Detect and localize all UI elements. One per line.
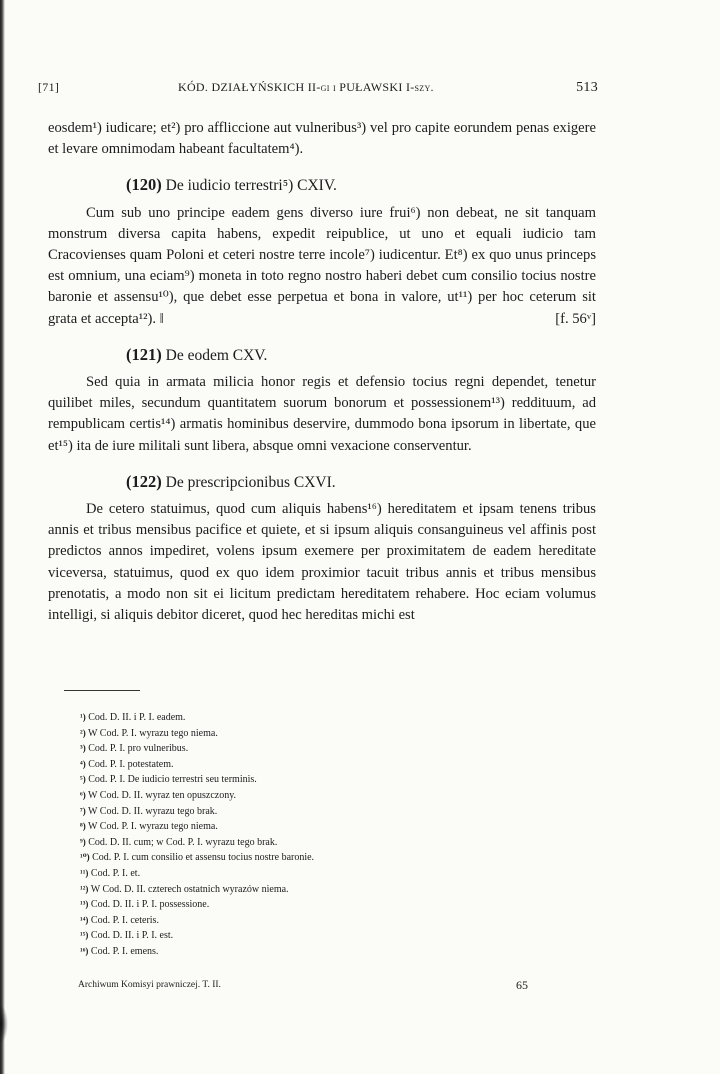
section-heading-122 <box>48 471 596 493</box>
folio-margin-note: [f. 56ᵛ] <box>555 310 596 327</box>
page-footer <box>78 978 528 994</box>
footnote: ⁶) W Cod. D. II. wyraz ten opuszczony. <box>80 789 237 801</box>
footnote: ¹⁴) Cod. P. I. ceteris. <box>80 914 159 926</box>
footnote: ¹¹) Cod. P. I. et. <box>80 867 141 879</box>
footnote: ²) W Cod. P. I. wyrazu tego niema. <box>80 727 218 739</box>
section-title: De prescripcionibus CXVI. <box>165 473 336 491</box>
opening-paragraph: eosdem¹) iudicare; et²) pro affliccione aut vulneribus³) vel pro capite eorundem penas exigere et levare omnimodam habeant facultatem⁴). <box>48 120 596 158</box>
signature-line: Archiwum Komisyi prawniczej. T. II. <box>78 980 221 990</box>
main-text <box>48 118 596 626</box>
footnote: ⁴) Cod. P. I. potestatem. <box>80 758 174 770</box>
section-number: (120) <box>126 175 162 195</box>
section-number: (121) <box>126 344 162 364</box>
footnote: ⁷) W Cod. D. II. wyrazu tego brak. <box>80 805 218 817</box>
footnote: ¹⁶) Cod. P. I. emens. <box>80 945 159 957</box>
footnote-separator <box>64 690 140 691</box>
section-text: De cetero statuimus, quod cum aliquis habens¹⁶) hereditatem et ipsam tenens tribus annis et tribus mensibus pacifice et quiete, et si ipsum aliquis consanguineus vel affinis post predictos annos impediret, volens ipsum exemere per proximitatem de eadem hereditate viceversa, statuimus, quod ex quo idem proximior tacuit tribus annis et tribus mensibus prenotatis, a modo non sit ei licitum predictam hereditatem rehabere. Hoc eciam volumus intelligi, si aliquis debitor diceret, quod hec hereditas michi est <box>48 501 596 624</box>
section-heading-120 <box>48 174 596 196</box>
running-head-title: KÓD. DZIAŁYŃSKICH II-gi i PUŁAWSKI I-szy. <box>178 80 434 94</box>
footnote: ¹³) Cod. D. II. i P. I. possessione. <box>80 899 210 911</box>
footnote: ¹⁵) Cod. D. II. i P. I. est. <box>80 930 174 942</box>
section-text: Sed quia in armata milicia honor regis et defensio tocius regni dependet, tenetur quilibet miles, secundum quantitatem suorum bonorum et possessionem¹³) reddituum, ad rempublicam certis¹⁴) armatis hominibus deservire, dummodo bona ipsorum in libertate, que et¹⁵) ita de iure militali sunt libera, absque omni vexacione conserventur. <box>48 374 596 454</box>
footnote: ¹) Cod. D. II. i P. I. eadem. <box>80 712 186 723</box>
footnote: ³) Cod. P. I. pro vulneribus. <box>80 743 189 755</box>
section-heading-121 <box>48 344 596 366</box>
footnote: ⁵) Cod. P. I. De iudicio terrestri seu terminis. <box>80 774 257 786</box>
footnote: ⁹) Cod. D. II. cum; w Cod. P. I. wyrazu tego brak. <box>80 836 278 848</box>
section-paragraph-121 <box>48 372 596 457</box>
sheet-number: 65 <box>516 978 528 992</box>
footnote: ⁸) W Cod. P. I. wyrazu tego niema. <box>80 821 218 833</box>
section-number: (122) <box>126 471 162 491</box>
running-head-bracket-number: [71] <box>38 80 60 94</box>
footnote: ¹²) W Cod. D. II. czterech ostatnich wyrazów niema. <box>80 883 289 895</box>
section-title: De iudicio terrestri⁵) CXIV. <box>165 177 337 195</box>
footnotes <box>80 710 520 960</box>
section-text: Cum sub uno principe eadem gens diverso iure frui⁶) non debeat, ne sit tanquam monstrum diversa capita habens, expedit reipublice, ut uno et equali iudicio tam Cracovienses quam Poloni et ceteri nostre terre incole⁷) iudicentur. Et⁸) ex quo unus princeps est omnium, una eciam⁹) moneta in toto regno nostro haberi debet cum consilio tocius nostre baronie et assensu¹⁰), que debet esse perpetua et bona in valore, ut¹¹) per hoc ceterum sit grata et accepta¹²). ‖ <box>48 204 596 327</box>
section-paragraph-120 <box>48 203 596 330</box>
section-title: De eodem CXV. <box>165 346 268 364</box>
section-paragraph-122 <box>48 499 596 626</box>
running-head <box>38 80 598 100</box>
page-number: 513 <box>576 80 598 95</box>
footnote: ¹⁰) Cod. P. I. cum consilio et assensu tocius nostre baronie. <box>80 852 315 864</box>
